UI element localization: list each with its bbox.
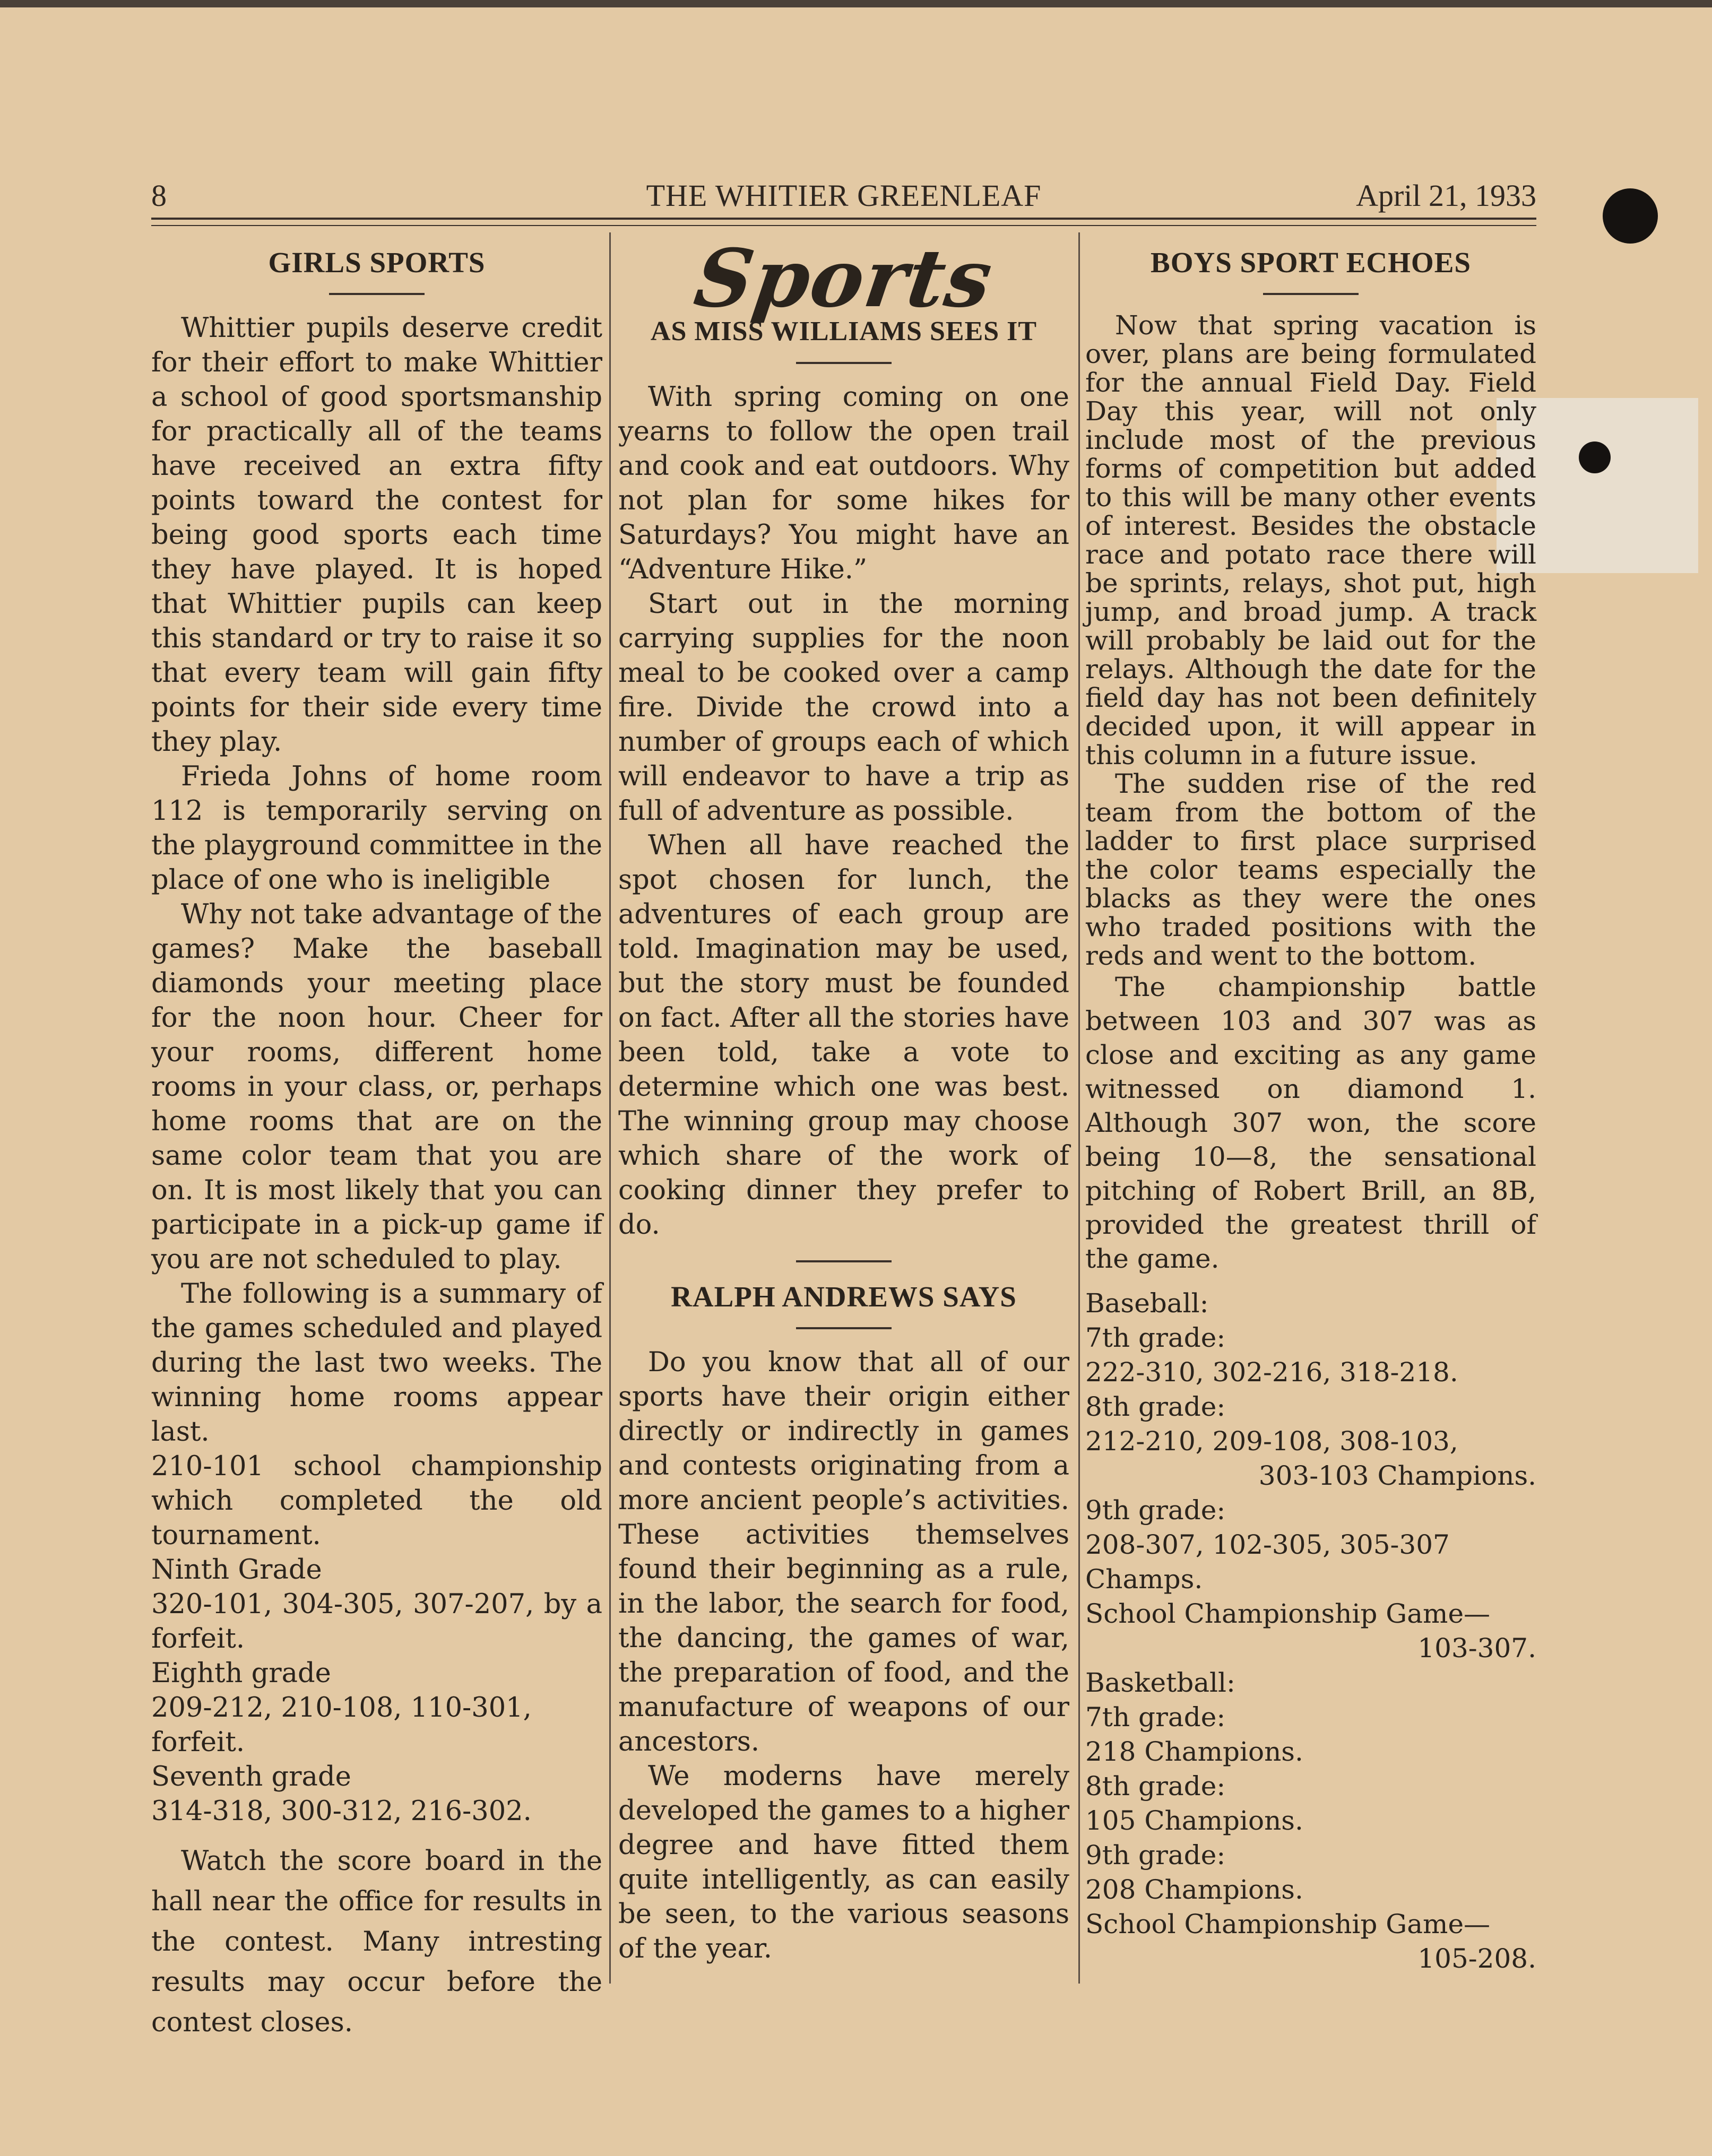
paragraph: Frieda Johns of home room 112 is temporarily serving on the playground committee in the place of one who is ineligible (151, 761, 602, 896)
grade-label: 8th grade: (1085, 1391, 1226, 1422)
paragraph: Do you know that all of our sports have their origin either directly or indirectly in games and contests originating from a more ancient people’s activities. These activities themselves found their beginning as a rule, in the labor, the search for food, the dancing, the games of war, the preparation of food, and the manufacture of weapons of our ancestors. (618, 1347, 1069, 1757)
grade-label: 7th grade: (1085, 1702, 1226, 1733)
grade-label: Eighth grade (151, 1658, 331, 1689)
issue-date: April 21, 1933 (1356, 178, 1536, 213)
newspaper-title: THE WHITIER GREENLEAF (646, 178, 1042, 213)
result-line: 105 Champions. (1085, 1805, 1303, 1836)
column-girls-sports (151, 244, 602, 2043)
championship-result: 103-307. (1417, 1633, 1536, 1664)
sport-label: Basketball: (1085, 1667, 1235, 1698)
paragraph: Start out in the morning carrying supplies for the noon meal to be cooked over a camp fire. Divide the crowd into a number of groups each of which will endeavor to have a trip as full of adventure as possible. (618, 588, 1069, 827)
section-rule (796, 362, 892, 364)
paragraph: The sudden rise of the red team from the bottom of the ladder to first place surprised the color teams especially the blacks as they were the ones who traded positions with the reds and went to the bottom. (1085, 768, 1536, 971)
section-rule (796, 1327, 892, 1329)
paragraph: Now that spring vacation is over, plans are being formulated for the annual Field Day. Field Day this year, will not only include most of the previous forms of competition but added to this will be many other events of interest. Besides the obstacle race and potato race there will be sprints, relays, shot put, high jump, and broad jump. A track will probably be laid out for the relays. Although the date for the field day has not been definitely decided upon, it will appear in this column in a future issue. (1085, 310, 1536, 770)
sport-label: Baseball: (1085, 1288, 1209, 1319)
champions-line: 303-103 Champions. (1258, 1460, 1536, 1491)
grade-label: 9th grade: (1085, 1495, 1226, 1526)
section-heading: BOYS SPORT ECHOES (1151, 246, 1471, 279)
paragraph: When all have reached the spot chosen for lunch, the adventures of each group are told. Imagination may be used, but the story must be founded on fact. After all the stories have been told, take a vote to determine which one was best. The winning group may choose which share of the work of cooking dinner they prefer to do. (618, 830, 1069, 1241)
grade-label: 9th grade: (1085, 1840, 1226, 1871)
column-boys-sport-echoes (1085, 244, 1536, 1976)
result-line: 314-318, 300-312, 216-302. (151, 1796, 532, 1827)
section-heading: AS MISS WILLIAMS SEES IT (650, 316, 1037, 347)
paragraph: Why not take advantage of the games? Make the baseball diamonds your meeting place for the noon hour. Cheer for your rooms, different home rooms in your class, or, perhaps home rooms that are on the same color team that you are on. It is most likely that you can participate in a pick-up game if you are not scheduled to play. (151, 899, 602, 1275)
grade-label: Ninth Grade (151, 1554, 322, 1586)
paragraph: The championship battle between 103 and 307 was as close and exciting as any game witnessed on diamond 1. Although 307 won, the score being 10—8, the sensational pitching of Robert Brill, an 8B, provided the greatest thrill of the game. (1085, 972, 1536, 1274)
result-line: 320-101, 304-305, 307-207, by a forfeit. (151, 1589, 602, 1655)
paragraph: With spring coming on one yearns to follow the open trail and cook and eat outdoors. Why not plan for some hikes for Saturdays? You might have an “Adventure Hike.” (618, 382, 1069, 585)
paragraph: The following is a summary of the games scheduled and played during the last two weeks. The winning home rooms appear last. (151, 1278, 602, 1448)
sports-banner: Sports (689, 232, 999, 325)
paragraph: Whittier pupils deserve credit for their effort to make Whittier a school of good sportsmanship for practically all of the teams have received an extra fifty points toward the contest for being good sports each time they have played. It is hoped that Whittier pupils can keep this standard or try to raise it so that every team will gain fifty points for their side every time they play. (151, 313, 602, 758)
column-divider (1078, 232, 1080, 1984)
championship-label: School Championship Game— (1085, 1909, 1491, 1939)
section-heading: GIRLS SPORTS (268, 246, 486, 279)
result-line: 209-212, 210-108, 110-301, forfeit. (151, 1692, 532, 1758)
punch-hole (1579, 441, 1611, 473)
championship-label: School Championship Game— (1085, 1598, 1491, 1629)
masthead (151, 178, 1536, 215)
section-heading: RALPH ANDREWS SAYS (671, 1280, 1017, 1313)
top-edge (0, 0, 1712, 7)
result-line: 212-210, 209-108, 308-103, (1085, 1426, 1458, 1457)
paragraph: Watch the score board in the hall near the office for results in the contest. Many intresting results may occur before the contest closes. (151, 1846, 602, 2038)
result-line: 222-310, 302-216, 318-218. (1085, 1357, 1458, 1388)
grade-label: 7th grade: (1085, 1322, 1226, 1353)
section-rule (796, 1260, 892, 1262)
masthead-rule (151, 225, 1536, 226)
column-sports (618, 232, 1069, 1966)
result-line: 208 Champions. (1085, 1874, 1303, 1905)
paragraph: We moderns have merely developed the games to a higher degree and have fitted them quite intelligently, as can easily be seen, to the various seasons of the year. (618, 1761, 1069, 1964)
championship-result: 105-208. (1417, 1943, 1536, 1974)
section-rule (1263, 293, 1359, 295)
result-line: 210-101 school championship which completed the old tournament. (151, 1451, 602, 1551)
masthead-rule (151, 218, 1536, 220)
grade-label: Seventh grade (151, 1761, 351, 1793)
page-number: 8 (151, 178, 167, 213)
grade-label: 8th grade: (1085, 1771, 1226, 1802)
results-list (1085, 1286, 1536, 1976)
result-line: 208-307, 102-305, 305-307 Champs. (1085, 1529, 1450, 1595)
punch-hole (1603, 188, 1658, 244)
result-line: 218 Champions. (1085, 1736, 1303, 1767)
section-rule (329, 293, 425, 295)
column-divider (609, 232, 611, 1984)
